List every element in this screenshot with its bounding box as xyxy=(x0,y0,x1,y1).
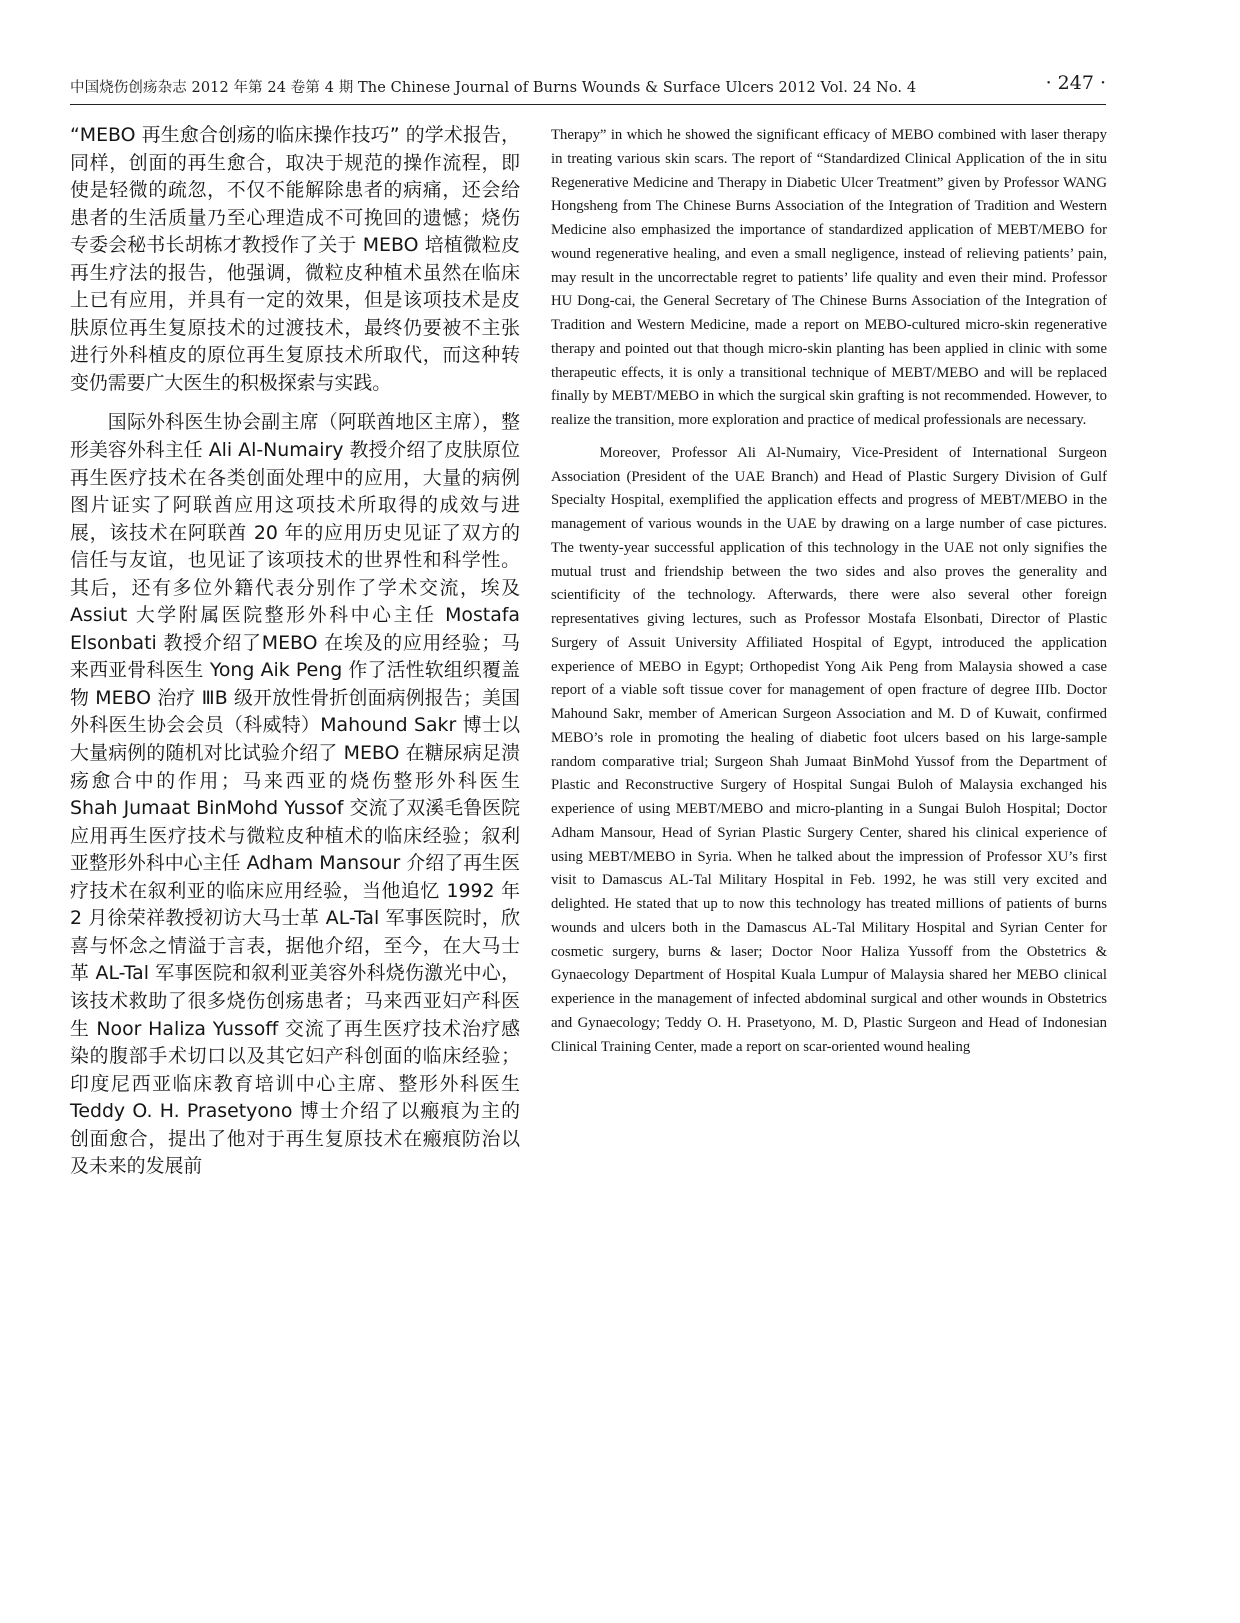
english-paragraph-2: Moreover, Professor Ali Al-Numairy, Vice-President of International Surgeon Association (President of the UAE Branch) and Head of Plastic Surgery Division of Gulf Specialty Hospital, exemplified the application effects and progress of MEBT/MEBO in the management of various wounds in the UAE by drawing on a large number of case pictures. The twenty-year successful application of this technology in the UAE not only signifies the mutual trust and friendship between the two sides and also proves the generality and scientificity of the technology. Afterwards, there were also several other foreign representatives giving lectures, such as Professor Mostafa Elsonbati, Director of Plastic Surgery of Assuit University Affiliated Hospital of Egypt, introduced the application experience of MEBO in Egypt; Orthopedist Yong Aik Peng from Malaysia showed a case report of a viable soft tissue cover for management of open fracture of degree IIIb. Doctor Mahound Sakr, member of American Surgeon Association and M. D of Kuwait, confirmed MEBO’s role in promoting the healing of diabetic foot ulcers based on his large-sample random comparative trial; Surgeon Shah Jumaat BinMohd Yussof from the Department of Plastic and Reconstructive Surgery of Hospital Sungai Buloh of Malaysia exchanged his experience of using MEBT/MEBO and micro-planting in a Sungai Buloh Hospital; Doctor Adham Mansour, Head of Syrian Plastic Surgery Center, shared his clinical experience of using MEBT/MEBO in Syria. When he talked about the impression of Professor XU’s first visit to Damascus AL-Tal Military Hospital in Feb. 1992, he was still very excited and delighted. He stated that up to now this technology has treated millions of patients of burns wounds and ulcers both in the Damascus AL-Tal Military Hospital and Syrian Center for cosmetic surgery, burns & laser; Doctor Noor Haliza Yussoff from the Obstetrics & Gynaecology Department of Hospital Kuala Lumpur of Malaysia shared her MEBO clinical experience in the management of infected abdominal surgical and other wounds in Obstetrics and Gynaecology; Teddy O. H. Prasetyono, M. D, Plastic Surgeon and Head of Indonesian Clinical Training Center, made a report on scar-oriented wound healing xyxy=(551,444,1107,1055)
english-text-column xyxy=(551,124,1107,1604)
running-header xyxy=(70,70,1106,105)
english-paragraph-1: Therapy” in which he showed the significant efficacy of MEBO combined with laser therapy in treating various skin scars. The report of “Standardized Clinical Application of the in situ Regenerative Medicine and Therapy in Diabetic Ulcer Treatment” given by Professor WANG Hongsheng from The Chinese Burns Association of the Integration of Tradition and Western Medicine also emphasized the importance of standardized application of MEBT/MEBO for wound regenerative healing, and even a small negligence, instead of relieving patients’ pain, may result in the uncorrectable regret to patients’ life quality and even their mind. Professor HU Dong-cai, the General Secretary of The Chinese Burns Association of the Integration of Tradition and Western Medicine, made a report on MEBO-cultured micro-skin regenerative therapy and pointed out that though micro-skin planting has been applied in clinic with some therapeutic effects, it is only a transitional technique of MEBT/MEBO and will be replaced finally by MEBT/MEBO in which the surgical skin grafting is not recommended. However, to realize the transition, more exploration and practice of medical professionals are necessary. xyxy=(551,127,1107,428)
chinese-paragraph-2: 国际外科医生协会副主席（阿联酋地区主席），整形美容外科主任 Ali Al-Numairy 教授介绍了皮肤原位再生医疗技术在各类创面处理中的应用，大量的病例图片证实了阿联酋应用这项技术所取得的成效与进展，该技术在阿联酋 20 年的应用历史见证了双方的信任与友谊，也见证了该项技术的世界性和科学性。其后，还有多位外籍代表分别作了学术交流，埃及 Assiut 大学附属医院整形外科中心主任 Mostafa Elsonbati 教授介绍了MEBO 在埃及的应用经验；马来西亚骨科医生 Yong Aik Peng 作了活性软组织覆盖物 MEBO 治疗 ⅢB 级开放性骨折创面病例报告；美国外科医生协会会员（科威特）Mahound Sakr 博士以大量病例的随机对比试验介绍了 MEBO 在糖尿病足溃疡愈合中的作用；马来西亚的烧伤整形外科医生 Shah Jumaat BinMohd Yussof 交流了双溪毛鲁医院应用再生医疗技术与微粒皮种植术的临床经验；叙利亚整形外科中心主任 Adham Mansour 介绍了再生医疗技术在叙利亚的临床应用经验，当他追忆 1992 年 2 月徐荣祥教授初访大马士革 AL-Tal 军事医院时，欣喜与怀念之情溢于言表，据他介绍，至今，在大马士革 AL-Tal 军事医院和叙利亚美容外科烧伤激光中心，该技术救助了很多烧伤创疡患者；马来西亚妇产科医生 Noor Haliza Yussoff 交流了再生医疗技术治疗感染的腹部手术切口以及其它妇产科创面的临床经验；印度尼西亚临床教育培训中心主席、整形外科医生 Teddy O. H. Prasetyono 博士介绍了以瘢痕为主的创面愈合，提出了他对于再生复原技术在瘢痕防治以及未来的发展前 xyxy=(70,411,520,1178)
journal-citation: 中国烧伤创疡杂志 2012 年第 24 卷第 4 期 The Chinese Journal of Burns Wounds & Surface Ulcers 2012 Vol. 24 No. 4 xyxy=(70,80,917,96)
page-number: · 247 · xyxy=(1045,72,1106,94)
chinese-text-column xyxy=(70,122,520,1602)
chinese-paragraph-1: “MEBO 再生愈合创疡的临床操作技巧” 的学术报告，同样，创面的再生愈合，取决于规范的操作流程，即使是轻微的疏忽，不仅不能解除患者的病痛，还会给患者的生活质量乃至心理造成不可挽回的遗憾；烧伤专委会秘书长胡栋才教授作了关于 MEBO 培植微粒皮再生疗法的报告，他强调，微粒皮种植术虽然在临床上已有应用，并具有一定的效果，但是该项技术是皮肤原位再生复原技术的过渡技术，最终仍要被不主张进行外科植皮的原位再生复原技术所取代，而这种转变仍需要广大医生的积极探索与实践。 xyxy=(70,124,520,394)
